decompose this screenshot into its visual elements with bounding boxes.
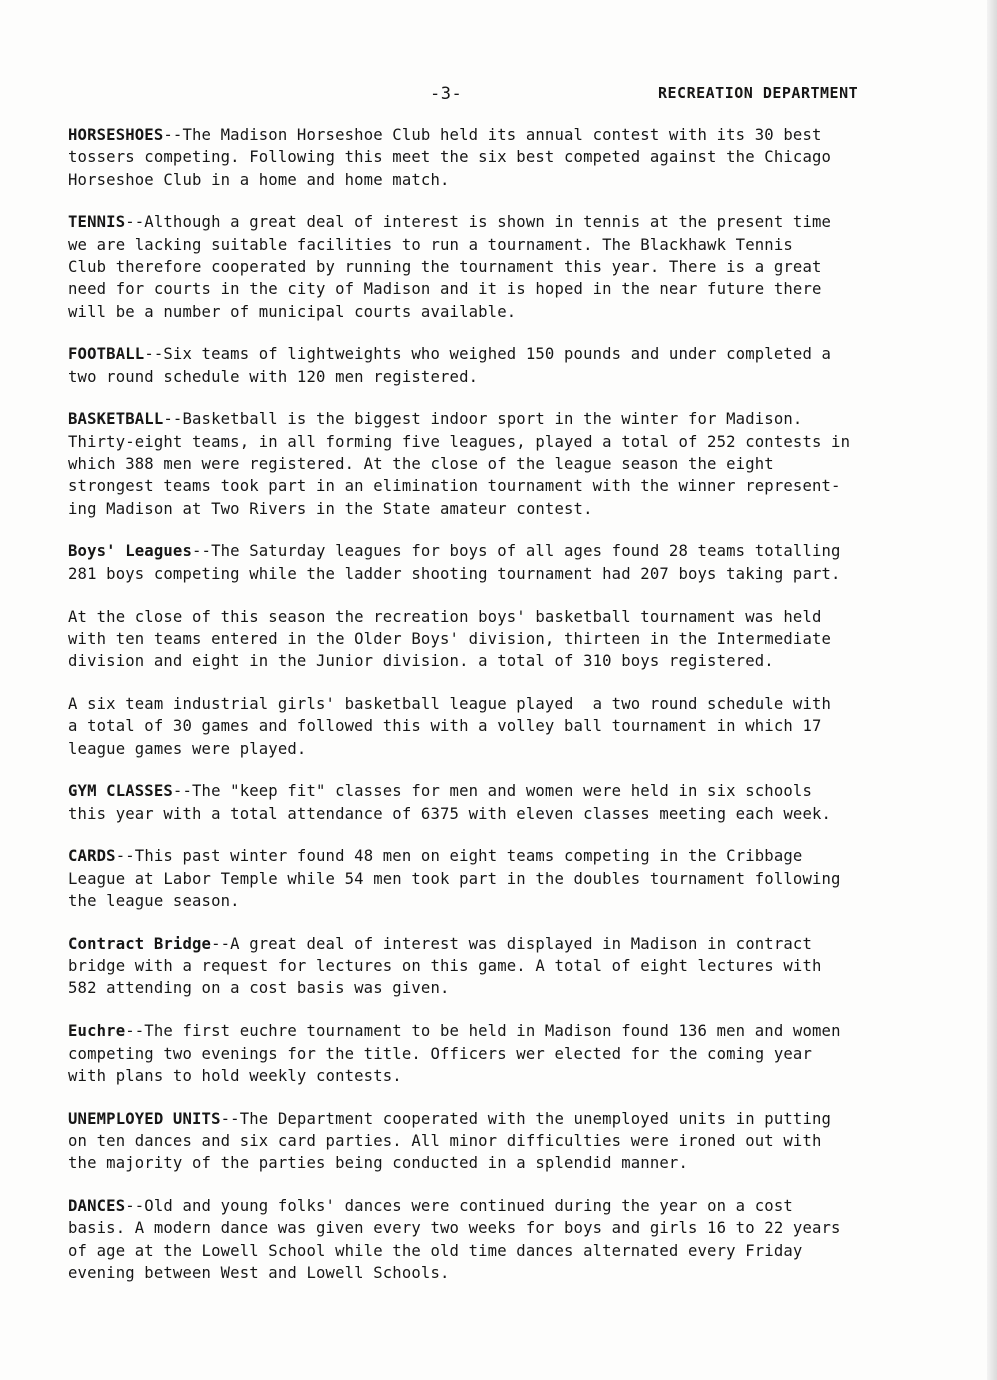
paragraph-text: A six team industrial girls' basketball league played a two round schedule with a total of 30 games and followed this with a volley ball tournament in which 17 league games were played. (68, 694, 832, 758)
paragraph-boys-tournament (68, 606, 948, 673)
paragraph-heading: DANCES (68, 1196, 126, 1215)
paragraph-horseshoes (68, 124, 948, 191)
paragraph-unemployed-units (68, 1108, 948, 1175)
paragraph-text: --The "keep fit" classes for men and women were held in six schools this year with a total attendance of 6375 with eleven classes meeting each week. (68, 782, 832, 823)
paragraph-dances (68, 1195, 948, 1284)
paragraph-gym-classes (68, 780, 948, 825)
paragraph-text: --A great deal of interest was displayed in Madison in contract bridge with a request for lectures on this game. A total of eight lectures with 582 attending on a cost basis was given. (68, 934, 822, 998)
paragraph-tennis (68, 211, 948, 322)
paragraph-heading: FOOTBALL (68, 345, 145, 364)
paragraph-boys-leagues (68, 540, 948, 585)
document-body (68, 124, 948, 1305)
scan-edge (987, 0, 997, 1380)
paragraph-heading: TENNIS (68, 213, 126, 232)
paragraph-text: --Basketball is the biggest indoor sport in the winter for Madison. Thirty-eight teams, in all forming five leagues, played a total of 252 contests in which 388 men were registered. At the close of the league season the eight strongest teams took part in an elimination tournament with the winner represent- ing Madison at Two Rivers in the State amateur contest. (68, 410, 851, 518)
paragraph-heading: Boys' Leagues (68, 542, 192, 561)
paragraph-text: --Old and young folks' dances were continued during the year on a cost basis. A modern dance was given every two weeks for boys and girls 16 to 22 years of age at the Lowell School while the old time dances alternated every Friday evening between West and Lowell Schools. (68, 1196, 841, 1282)
paragraph-text: --Although a great deal of interest is shown in tennis at the present time we are lacking suitable facilities to run a tournament. The Blackhawk Tennis Club therefore cooperated by running the tournament this year. There is a great need for courts in the city of Madison and it is hoped in the near future there will be a number of municipal courts available. (68, 213, 832, 321)
paragraph-heading: CARDS (68, 847, 116, 866)
paragraph-text: --Six teams of lightweights who weighed 150 pounds and under completed a two round schedule with 120 men registered. (68, 345, 832, 386)
paragraph-contract-bridge (68, 933, 948, 1000)
paragraph-euchre (68, 1020, 948, 1087)
paragraph-heading: GYM CLASSES (68, 782, 173, 801)
paragraph-girls-league (68, 693, 948, 760)
paragraph-football (68, 343, 948, 388)
paragraph-heading: Euchre (68, 1022, 126, 1041)
paragraph-heading: Contract Bridge (68, 934, 212, 953)
paragraph-heading: HORSESHOES (68, 126, 164, 144)
paragraph-text: --This past winter found 48 men on eight teams competing in the Cribbage League at Labor Temple while 54 men took part in the doubles tournament following the league season. (68, 847, 841, 911)
paragraph-text: --The first euchre tournament to be held in Madison found 136 men and women competing two evenings for the title. Officers wer elected for the coming year with plans to hold weekly contests. (68, 1022, 841, 1085)
paragraph-cards (68, 845, 948, 912)
paragraph-text: --The Saturday leagues for boys of all ages found 28 teams totalling 281 boys competing while the ladder shooting tournament had 207 boys taking part. (68, 542, 841, 583)
paragraph-text: --The Madison Horseshoe Club held its annual contest with its 30 best tossers competing. Following this meet the six best competed against the Chicago Horseshoe Club in a home and home match. (68, 126, 832, 189)
department-title: RECREATION DEPARTMENT (658, 84, 859, 102)
paragraph-heading: BASKETBALL (68, 410, 164, 429)
page-header (0, 84, 997, 108)
page-number: -3- (430, 84, 463, 104)
paragraph-basketball (68, 408, 948, 519)
paragraph-text: --The Department cooperated with the unemployed units in putting on ten dances and six card parties. All minor difficulties were ironed out with the majority of the parties being conducted in a splendid manner. (68, 1109, 832, 1173)
paragraph-text: At the close of this season the recreation boys' basketball tournament was held with ten teams entered in the Older Boys' division, thirteen in the Intermediate division and eight in the Junior division. a total of 310 boys registered. (68, 607, 832, 671)
paragraph-heading: UNEMPLOYED UNITS (68, 1109, 221, 1128)
